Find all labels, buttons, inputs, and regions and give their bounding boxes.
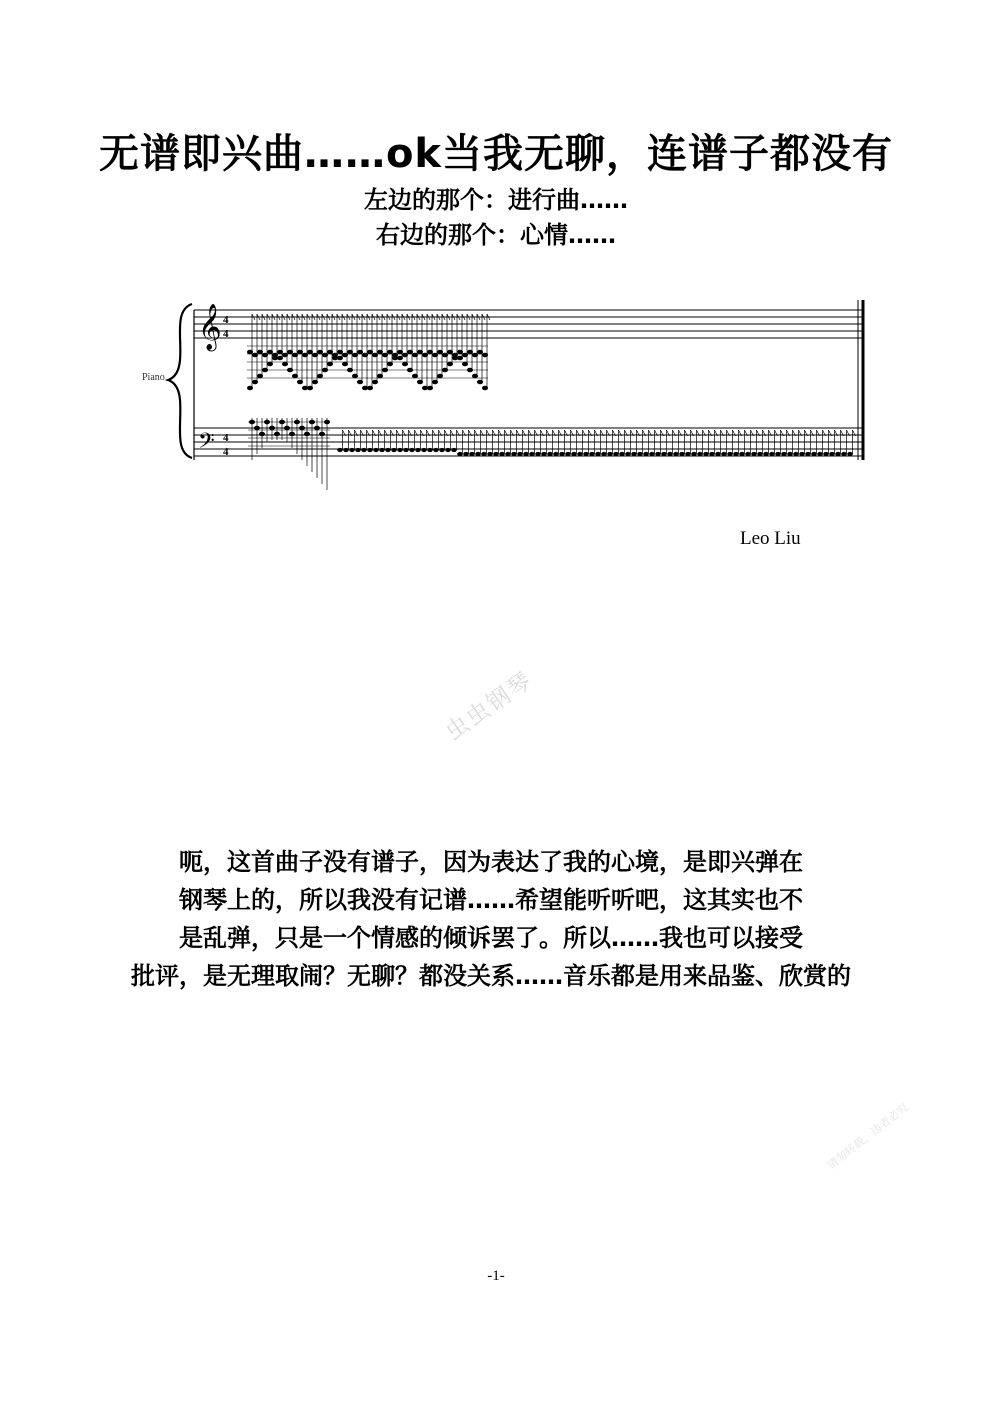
notehead (317, 350, 323, 355)
notehead (412, 374, 418, 379)
notehead (409, 448, 415, 452)
notehead (685, 452, 691, 456)
notehead (382, 353, 388, 358)
notehead (442, 353, 448, 358)
notehead (482, 386, 488, 391)
notehead (715, 452, 721, 456)
notehead (282, 353, 288, 358)
notehead (763, 452, 769, 456)
notehead (457, 452, 463, 456)
notehead (691, 452, 697, 456)
notehead (427, 448, 433, 452)
notehead (452, 353, 458, 358)
notehead (392, 353, 398, 358)
notehead (547, 452, 553, 456)
instrument-label: Piano (142, 372, 165, 383)
notehead (799, 452, 805, 456)
notehead (631, 452, 637, 456)
notehead (583, 452, 589, 456)
notehead (397, 350, 403, 355)
notehead (679, 452, 685, 456)
notehead (259, 432, 265, 437)
bass-time-signature: 4 (223, 432, 229, 444)
notehead (733, 452, 739, 456)
notehead (299, 426, 305, 431)
notehead (327, 362, 333, 367)
notehead (357, 350, 363, 355)
notehead (387, 362, 393, 367)
notehead (462, 353, 468, 358)
notehead (475, 452, 481, 456)
notehead (841, 452, 847, 456)
notehead (727, 452, 733, 456)
notehead (445, 448, 451, 452)
bass-clef: 𝄢 (198, 429, 215, 459)
notehead (472, 374, 478, 379)
notehead (402, 353, 408, 358)
notehead (247, 350, 253, 355)
notehead (463, 452, 469, 456)
notehead (391, 448, 397, 452)
notehead (811, 452, 817, 456)
notehead (372, 380, 378, 385)
corner-watermark: 请勿转载，违者必究 (824, 1100, 911, 1172)
notehead (655, 452, 661, 456)
notehead (565, 452, 571, 456)
notehead (297, 350, 303, 355)
notehead (433, 448, 439, 452)
notehead (269, 426, 275, 431)
notehead (337, 356, 343, 361)
notehead (284, 426, 290, 431)
notehead (439, 448, 445, 452)
notehead (643, 452, 649, 456)
notehead (304, 432, 310, 437)
page-title: 无谱即兴曲……ok当我无聊，连谱子都没有 (98, 131, 894, 177)
notehead (355, 448, 361, 452)
notehead (757, 452, 763, 456)
notehead (377, 374, 383, 379)
notehead (751, 452, 757, 456)
notehead (477, 380, 483, 385)
body-paragraph (60, 843, 922, 995)
notehead (769, 452, 775, 456)
notehead (499, 452, 505, 456)
notehead (289, 432, 295, 437)
notehead (787, 452, 793, 456)
notehead (437, 374, 443, 379)
notehead (451, 448, 457, 452)
notehead (277, 356, 283, 361)
notehead (589, 452, 595, 456)
notehead (447, 362, 453, 367)
notehead (349, 448, 355, 452)
notehead (377, 350, 383, 355)
notehead (661, 452, 667, 456)
notehead (379, 448, 385, 452)
notehead (403, 448, 409, 452)
notehead (535, 452, 541, 456)
notehead (595, 452, 601, 456)
watermark: 虫虫钢琴 (441, 667, 538, 746)
notehead (252, 380, 258, 385)
body-line: 呃，这首曲子没有谱子，因为表达了我的心境，是即兴弹在 (179, 848, 803, 876)
notehead (619, 452, 625, 456)
notehead (287, 350, 293, 355)
notehead (775, 452, 781, 456)
subtitle-left-hand: 左边的那个：进行曲…… (364, 186, 628, 214)
notehead (387, 350, 393, 355)
notehead (322, 353, 328, 358)
notehead (805, 452, 811, 456)
notehead (829, 452, 835, 456)
body-line: 是乱弹，只是一个情感的倾诉罢了。所以……我也可以接受 (179, 924, 803, 952)
notehead (422, 353, 428, 358)
notehead (397, 356, 403, 361)
notehead (529, 452, 535, 456)
notehead (559, 452, 565, 456)
notehead (367, 350, 373, 355)
notehead (607, 452, 613, 456)
notehead (823, 452, 829, 456)
notehead (447, 350, 453, 355)
notehead (367, 448, 373, 452)
notehead (312, 353, 318, 358)
notehead (417, 380, 423, 385)
notehead (342, 362, 348, 367)
notehead (319, 432, 325, 437)
notehead (703, 452, 709, 456)
notehead (847, 452, 853, 456)
system-brace (168, 304, 192, 458)
notehead (437, 350, 443, 355)
notehead (347, 350, 353, 355)
notehead (432, 380, 438, 385)
notehead (601, 452, 607, 456)
notehead (352, 374, 358, 379)
notehead (745, 452, 751, 456)
notehead (637, 452, 643, 456)
notehead (697, 452, 703, 456)
notehead (523, 452, 529, 456)
notehead (402, 362, 408, 367)
notehead (577, 452, 583, 456)
notehead (254, 426, 260, 431)
notehead (252, 353, 258, 358)
notehead (343, 448, 349, 452)
notehead (505, 452, 511, 456)
notehead (517, 452, 523, 456)
notehead (649, 452, 655, 456)
notehead (397, 448, 403, 452)
notehead (257, 374, 263, 379)
notehead (541, 452, 547, 456)
notehead (317, 374, 323, 379)
notehead (462, 362, 468, 367)
notehead (257, 350, 263, 355)
notehead (274, 432, 280, 437)
music-score (130, 290, 870, 505)
notehead (739, 452, 745, 456)
notehead (613, 452, 619, 456)
notehead (781, 452, 787, 456)
notehead (262, 353, 268, 358)
treble-clef: 𝄞 (198, 304, 222, 350)
treble-staff (194, 310, 863, 338)
notehead (817, 452, 823, 456)
notehead (352, 353, 358, 358)
bass-note-cluster (248, 418, 856, 490)
notehead (482, 353, 488, 358)
notehead (667, 452, 673, 456)
notehead (427, 386, 433, 391)
notehead (332, 353, 338, 358)
notehead (292, 374, 298, 379)
composer-name: Leo Liu (740, 528, 801, 549)
notehead (337, 350, 343, 355)
notehead (307, 350, 313, 355)
notehead (312, 380, 318, 385)
notehead (373, 448, 379, 452)
notehead (362, 353, 368, 358)
treble-note-cluster (247, 314, 490, 390)
notehead (282, 362, 288, 367)
notehead (457, 350, 463, 355)
notehead (342, 353, 348, 358)
notehead (297, 380, 303, 385)
notehead (292, 353, 298, 358)
notehead (272, 353, 278, 358)
body-line: 批评，是无理取闹？无聊？都没关系……音乐都是用来品鉴、欣赏的 (131, 962, 851, 990)
notehead (625, 452, 631, 456)
notehead (457, 356, 463, 361)
notehead (793, 452, 799, 456)
notehead (407, 350, 413, 355)
notehead (571, 452, 577, 456)
notehead (467, 350, 473, 355)
notehead (337, 448, 343, 452)
bass-time-signature-lower: 4 (223, 446, 229, 458)
treble-time-signature: 4 (223, 314, 229, 326)
treble-time-signature-lower: 4 (223, 328, 229, 340)
notehead (361, 448, 367, 452)
notehead (511, 452, 517, 456)
notehead (277, 350, 283, 355)
notehead (553, 452, 559, 456)
notehead (385, 448, 391, 452)
notehead (487, 452, 493, 456)
notehead (372, 353, 378, 358)
notehead (472, 353, 478, 358)
notehead (721, 452, 727, 456)
notehead (417, 350, 423, 355)
notehead (469, 452, 475, 456)
page-number: -1- (487, 1268, 505, 1284)
notehead (415, 448, 421, 452)
body-line: 钢琴上的，所以我没有记谱……希望能听听吧，这其实也不 (179, 886, 803, 914)
notehead (427, 350, 433, 355)
notehead (432, 353, 438, 358)
notehead (412, 353, 418, 358)
notehead (307, 386, 313, 391)
notehead (267, 362, 273, 367)
notehead (477, 350, 483, 355)
subtitle-right-hand: 右边的那个：心情…… (376, 221, 616, 249)
notehead (367, 386, 373, 391)
notehead (357, 380, 363, 385)
notehead (314, 426, 320, 431)
notehead (327, 350, 333, 355)
notehead (493, 452, 499, 456)
notehead (267, 350, 273, 355)
notehead (709, 452, 715, 456)
notehead (673, 452, 679, 456)
notehead (247, 386, 253, 391)
notehead (302, 353, 308, 358)
notehead (421, 448, 427, 452)
notehead (835, 452, 841, 456)
notehead (481, 452, 487, 456)
